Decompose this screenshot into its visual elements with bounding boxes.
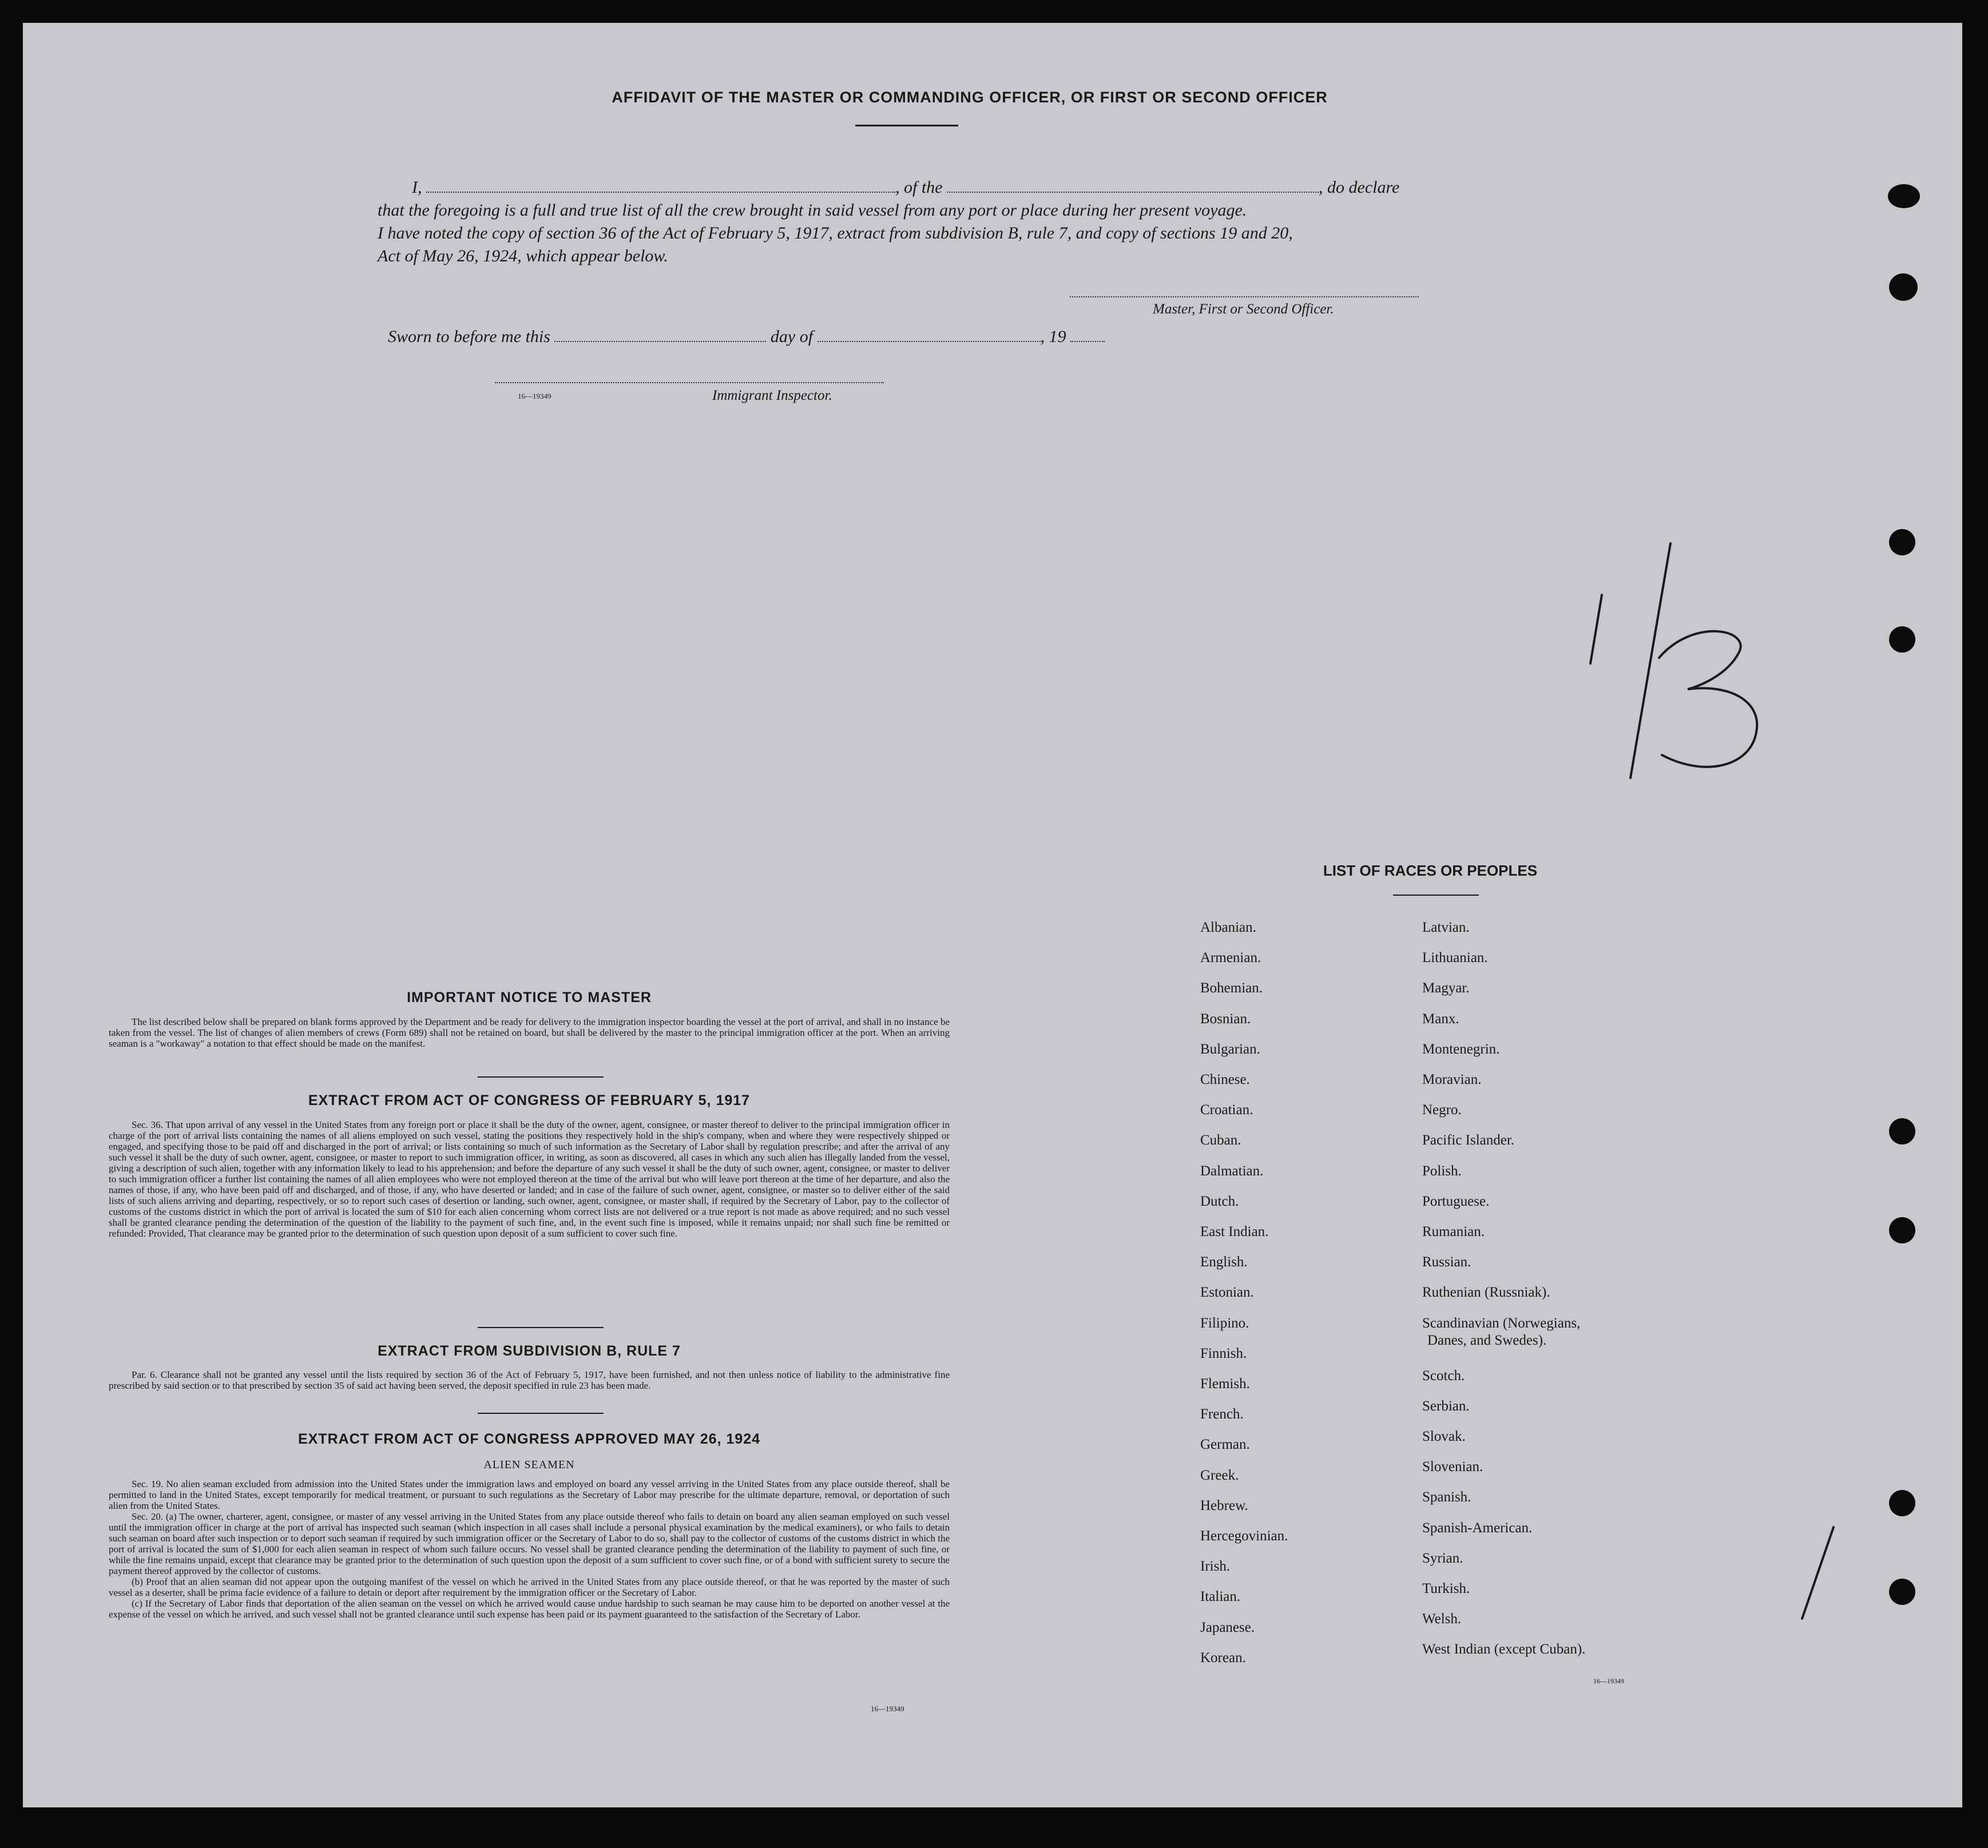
race-item: Russian. <box>1422 1254 1471 1270</box>
declaration-line-4: Act of May 26, 1924, which appear below. <box>378 247 668 265</box>
extract-1924-subtitle: ALIEN SEAMEN <box>483 1458 575 1471</box>
race-item: Serbian. <box>1422 1398 1470 1414</box>
sec-20c-paragraph: (c) If the Secretary of Labor finds that deportation of the alien seaman on the vessel on which he arrived would cause undue hardship to such seaman he may cause him to be deported on another vessel at the expense of the vessel on which he arrived, and such vessel shall not be granted clearance until such expense has been paid or its payment guaranteed to the satisfaction of the Secretary of Labor. <box>109 1598 950 1620</box>
race-item: Estonian. <box>1200 1285 1254 1300</box>
race-item: Albanian. <box>1200 920 1256 935</box>
sworn-day-blank[interactable] <box>554 328 766 342</box>
extract-rule7-body <box>109 1369 950 1391</box>
binder-hole <box>1888 184 1920 208</box>
binder-hole <box>1889 273 1918 301</box>
sworn-prefix: Sworn to before me this <box>388 327 550 346</box>
race-item: Italian. <box>1200 1589 1241 1604</box>
affidavit-form-number: 16—19349 <box>518 392 551 400</box>
extract-1917-title: EXTRACT FROM ACT OF CONGRESS OF FEBRUARY 5, 1917 <box>308 1092 751 1108</box>
race-item: Croatian. <box>1200 1102 1253 1118</box>
race-item: Filipino. <box>1200 1316 1249 1331</box>
divider <box>478 1327 604 1328</box>
race-item: Lithuanian. <box>1422 950 1488 965</box>
race-item: Turkish. <box>1422 1581 1470 1596</box>
binder-hole <box>1889 1118 1915 1144</box>
binder-hole <box>1889 1217 1915 1243</box>
race-item: Montenegrin. <box>1422 1042 1500 1057</box>
race-item: Magyar. <box>1422 980 1470 996</box>
master-signature-label: Master, First or Second Officer. <box>1153 301 1334 317</box>
race-item: Slovak. <box>1422 1429 1466 1444</box>
race-item: Rumanian. <box>1422 1224 1485 1239</box>
race-item: Dutch. <box>1200 1194 1239 1209</box>
race-item: French. <box>1200 1406 1244 1422</box>
declaration-line-3: I have noted the copy of section 36 of the Act of February 5, 1917, extract from subdivision B, rule 7, and copy of sections 19 and 20, <box>378 224 1293 243</box>
declaration-prefix: I, <box>412 178 422 197</box>
handwritten-tick-mark <box>1785 1521 1842 1636</box>
notice-body <box>109 1016 950 1049</box>
vessel-blank[interactable] <box>947 179 1319 193</box>
race-item: Polish. <box>1422 1163 1462 1179</box>
races-form-number: 16—19349 <box>1593 1677 1624 1685</box>
sec-20b-paragraph: (b) Proof that an alien seaman did not appear upon the outgoing manifest of the vessel on which he arrived in the United States from any place outside thereof, or that he was reported by the master of such vessel as a deserter, shall be prima facie evidence of a failure to detain or deport after requirement by the immigration officer or the Secretary of Labor. <box>109 1576 950 1598</box>
race-item: Irish. <box>1200 1559 1231 1574</box>
race-item: Bosnian. <box>1200 1011 1251 1027</box>
inspector-signature-line[interactable] <box>495 382 884 383</box>
race-item: West Indian (except Cuban). <box>1422 1642 1586 1657</box>
race-item: Hercegovinian. <box>1200 1528 1288 1544</box>
race-item: Chinese. <box>1200 1072 1250 1087</box>
handwritten-sheet-mark <box>1562 526 1802 801</box>
sworn-line <box>388 327 1105 347</box>
race-item: German. <box>1200 1437 1250 1452</box>
sworn-year-label: , 19 <box>1040 327 1066 346</box>
race-item: Flemish. <box>1200 1376 1250 1392</box>
race-item: Dalmatian. <box>1200 1163 1264 1179</box>
extract-1924-title: EXTRACT FROM ACT OF CONGRESS APPROVED MAY 26, 1924 <box>297 1431 761 1447</box>
race-item: Manx. <box>1422 1011 1459 1027</box>
race-item: Spanish-American. <box>1422 1520 1533 1536</box>
name-blank[interactable] <box>426 179 895 193</box>
race-item: Korean. <box>1200 1650 1246 1666</box>
race-item: Japanese. <box>1200 1620 1255 1635</box>
race-item: English. <box>1200 1254 1248 1270</box>
master-signature-line[interactable] <box>1070 296 1419 297</box>
race-item: Latvian. <box>1422 920 1470 935</box>
race-item: Syrian. <box>1422 1551 1463 1566</box>
divider <box>478 1413 604 1414</box>
race-item: Welsh. <box>1422 1611 1462 1627</box>
races-rule <box>1393 895 1479 896</box>
race-item: Spanish. <box>1422 1489 1471 1505</box>
notice-title: IMPORTANT NOTICE TO MASTER <box>407 989 652 1006</box>
document-page <box>23 23 1962 1807</box>
title-rule <box>855 125 958 126</box>
race-item: Slovenian. <box>1422 1459 1483 1475</box>
race-item: Greek. <box>1200 1468 1239 1483</box>
extract-1917-paragraph: Sec. 36. That upon arrival of any vessel in the United States from any foreign port or place it shall be the duty of the owner, agent, consignee, or master thereof to deliver to the principal immigration officer in charge of the port of arrival lists containing the names of all aliens employed on such vessel, stating the positions they respectively hold in the ship's company, when and where they were respectively shipped or engaged, and specifying those to be paid off and discharged in the port of arrival; or lists containing so much of such information as the Secretary of Labor shall by regulation prescribe; and after the arrival of any such vessel it shall be the duty of such owner, agent, consignee, or master to report to such immigration officer, in writing, as soon as discovered, all cases in which any such alien has illegally landed from the vessel, giving a description of such alien, together with any information likely to lead to his apprehension; and before the departure of any such vessel it shall be the duty of such owner, agent, consignee, or master to deliver to such immigration officer a further list containing the names of all alien employees who were not employed thereon at the time of the arrival but who will leave port thereon at the time of her departure, and also the names of those, if any, who have been paid off and discharged, and of those, if any, who have deserted or landed; and in case of the failure of such owner, agent, consignee, or master so to deliver either of the said lists of such aliens arriving and departing, respectively, or so to report such cases of desertion or landing, such owner, agent, consignee, or master shall, if required by the Secretary of Labor, pay to the collector of customs of the customs district in which the port of arrival is located the sum of $10 for each alien concerning whom correct lists are not delivered or a true report is not made as above required; and no such vessel shall be granted clearance pending the determination of the question of the liability to the payment of such fine, and, in the event such fine is imposed, while it remains unpaid; nor shall such fine be remitted or refunded: Provided, That clearance may be granted prior to the determination of such question upon deposit of a sum sufficient to cover such fine. <box>109 1119 950 1239</box>
race-item: Ruthenian (Russniak). <box>1422 1285 1550 1300</box>
race-item: Danes, and Swedes). <box>1427 1333 1547 1348</box>
race-item: Pacific Islander. <box>1422 1132 1515 1148</box>
binder-hole <box>1889 1490 1915 1516</box>
race-item: Armenian. <box>1200 950 1261 965</box>
binder-hole <box>1889 529 1915 555</box>
race-item: East Indian. <box>1200 1224 1269 1239</box>
extract-1917-body <box>109 1119 950 1239</box>
extract-rule7-title: EXTRACT FROM SUBDIVISION B, RULE 7 <box>378 1343 681 1359</box>
binder-hole <box>1889 626 1915 653</box>
race-item: Cuban. <box>1200 1132 1241 1148</box>
race-item: Finnish. <box>1200 1346 1247 1361</box>
sworn-day-label: day of <box>770 327 814 346</box>
inspector-label: Immigrant Inspector. <box>712 388 832 403</box>
declaration-line-1 <box>378 176 1436 199</box>
extract-1924-body <box>109 1479 950 1620</box>
race-item: Bohemian. <box>1200 980 1263 996</box>
race-item: Scandinavian (Norwegians, <box>1422 1316 1581 1331</box>
declaration-line-2: that the foregoing is a full and true list of all the crew brought in said vessel from any port or place during her present voyage. <box>378 201 1247 220</box>
extract-rule7-paragraph: Par. 6. Clearance shall not be granted any vessel until the lists required by section 36 of the Act of February 5, 1917, have been furnished, and not then unless notice of liability to the administrative fine prescribed by said section or to that prescribed by section 35 of said act having been served, the deposit specified in rule 23 has been made. <box>109 1369 950 1391</box>
race-item: Bulgarian. <box>1200 1042 1260 1057</box>
declaration-suffix: , do declare <box>1319 178 1400 197</box>
race-item: Hebrew. <box>1200 1498 1248 1513</box>
sec-19-paragraph: Sec. 19. No alien seaman excluded from admission into the United States under the immigration laws and employed on board any vessel arriving in the United States from any place outside thereof, shall be permitted to land in the United States, except temporarily for medical treatment, or pursuant to such regulations as the Secretary of Labor may prescribe for the ultimate departure, removal, or deportation of such alien from the United States. <box>109 1479 950 1511</box>
extract-form-number: 16—19349 <box>871 1704 904 1713</box>
affidavit-title: AFFIDAVIT OF THE MASTER OR COMMANDING OFFICER, OR FIRST OR SECOND OFFICER <box>612 89 1328 106</box>
sworn-year-blank[interactable] <box>1070 328 1105 342</box>
notice-paragraph: The list described below shall be prepared on blank forms approved by the Department and be ready for delivery to the immigration inspector boarding the vessel at the port of arrival, and shall in no instance be taken from the vessel. The list of changes of alien members of crews (Form 689) shall not be retained on board, but shall be delivered by the master to the principal immigration officer at the port. When an arriving seaman is a "workaway" a notation to that effect should be made on the manifest. <box>109 1016 950 1049</box>
race-item: Moravian. <box>1422 1072 1482 1087</box>
sworn-month-blank[interactable] <box>818 328 1041 342</box>
races-title: LIST OF RACES OR PEOPLES <box>1323 862 1538 879</box>
race-item: Negro. <box>1422 1102 1462 1118</box>
declaration-mid: , of the <box>895 178 943 197</box>
race-item: Portuguese. <box>1422 1194 1490 1209</box>
race-item: Scotch. <box>1422 1368 1465 1384</box>
sec-20a-paragraph: Sec. 20. (a) The owner, charterer, agent, consignee, or master of any vessel arriving in the United States from any place outside thereof who fails to detain on board any alien seaman employed on such vessel until the immigration officer in charge at the port of arrival has inspected such seaman (which inspection in all cases shall include a personal physical examination by the medical examiners), or who fails to detain such seaman on board after such inspection or to deport such seaman if required by such immigration officer or the Secretary of Labor to do so, shall pay to the collector of customs of the customs district in which the port of arrival is located the sum of $1,000 for each alien seaman in respect of whom such failure occurs. No vessel shall be granted clearance pending the determination of the liability to payment of such fine, or while the fine remains unpaid, except that clearance may be granted prior to the determination of such question upon the deposit of a sum sufficient to cover such fine, or of a bond with sufficient surety to secure the payment thereof approved by the collector of customs. <box>109 1511 950 1576</box>
binder-hole <box>1889 1579 1915 1605</box>
divider <box>478 1076 604 1078</box>
